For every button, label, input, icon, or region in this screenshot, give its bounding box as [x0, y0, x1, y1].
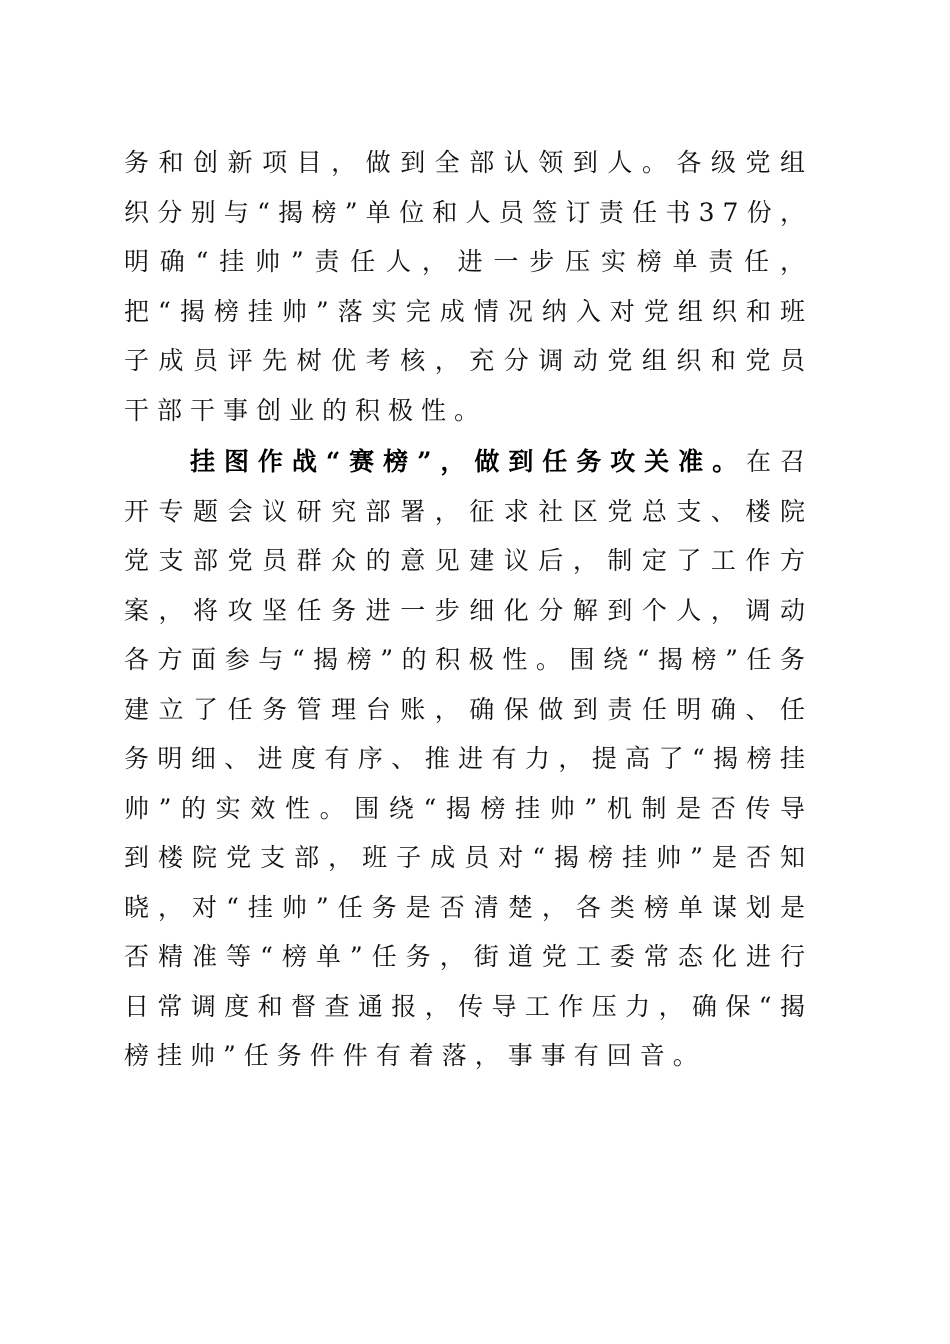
paragraph-1: 务和创新项目，做到全部认领到人。各级党组织分别与“揭榜”单位和人员签订责任书37份，明确“挂帅”责任人，进一步压实榜单责任，把“揭榜挂帅”落实完成情况纳入对党组织和班子成员评先树优考核，充分调动党组织和党员干部干事创业的积极性。 [124, 148, 813, 425]
paragraph-2 [124, 437, 813, 1081]
paragraph-2-lead-heading: 挂图作战“赛榜”，做到任务攻关准。 [190, 447, 747, 476]
paragraph-2-body: 在召开专题会议研究部署，征求社区党总支、楼院党支部党员群众的意见建议后，制定了工作方案，将攻坚任务进一步细化分解到个人，调动各方面参与“揭榜”的积极性。围绕“揭榜”任务建立了任务管理台账，确保做到责任明确、任务明细、进度有序、推进有力，提高了“揭榜挂帅”的实效性。围绕“揭榜挂帅”机制是否传导到楼院党支部，班子成员对“揭榜挂帅”是否知晓，对“挂帅”任务是否清楚，各类榜单谋划是否精准等“榜单”任务，街道党工委常态化进行日常调度和督查通报，传导工作压力，确保“揭榜挂帅”任务件件有着落，事事有回音。 [124, 447, 813, 1070]
